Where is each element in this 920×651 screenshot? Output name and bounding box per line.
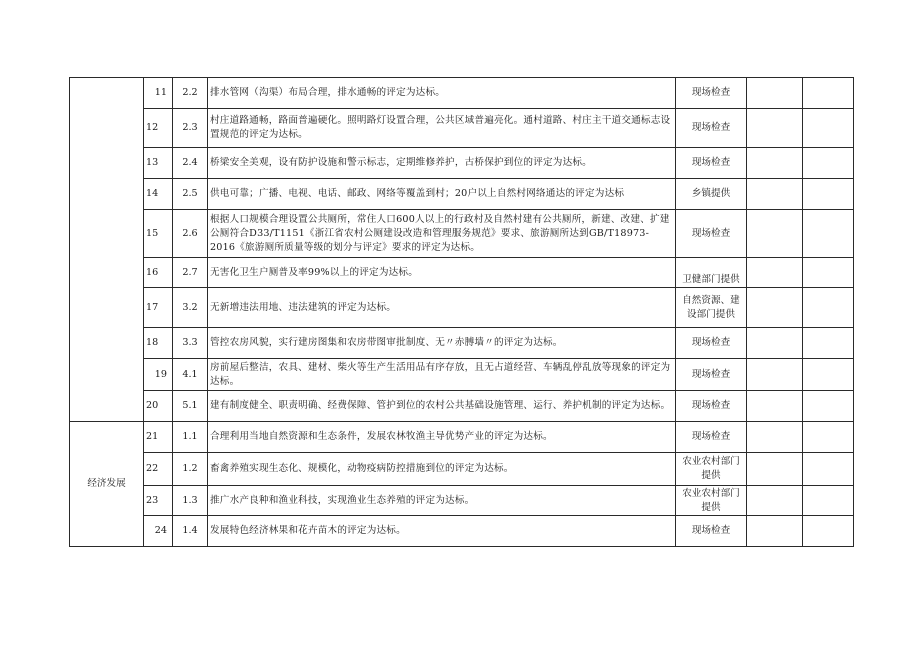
- row-number: 12: [144, 109, 173, 148]
- blank-cell: [803, 210, 854, 258]
- clause-code: 2.2: [173, 78, 208, 109]
- row-number: 19: [144, 359, 173, 391]
- check-method: 自然资源、建设部门提供: [676, 288, 747, 328]
- criterion-text: 建有制度健全、职责明确、经费保障、管护到位的农村公共基础设施管理、运行、养护机制的评定为达标。: [208, 391, 676, 422]
- check-method: 农业农村部门提供: [676, 453, 747, 486]
- clause-code: 5.1: [173, 391, 208, 422]
- clause-code: 1.1: [173, 422, 208, 453]
- standards-table: [69, 77, 854, 547]
- table-row: [70, 210, 854, 258]
- blank-cell: [803, 258, 854, 288]
- row-number: 15: [144, 210, 173, 258]
- clause-code: 1.4: [173, 516, 208, 547]
- clause-code: 2.3: [173, 109, 208, 148]
- table-row: [70, 359, 854, 391]
- clause-code: 1.2: [173, 453, 208, 486]
- row-number: 20: [144, 391, 173, 422]
- row-number: 13: [144, 148, 173, 179]
- criterion-text: 房前屋后整洁，农具、建材、柴火等生产生活用品有序存放，且无占道经营、车辆乱停乱放等现象的评定为达标。: [208, 359, 676, 391]
- check-method: 现场检查: [676, 148, 747, 179]
- table-row: [70, 328, 854, 359]
- table-row: [70, 422, 854, 453]
- criterion-text: 排水管网（沟渠）布局合理，排水通畅的评定为达标。: [208, 78, 676, 109]
- criterion-text: 发展特色经济林果和花卉苗木的评定为达标。: [208, 516, 676, 547]
- blank-cell: [803, 78, 854, 109]
- blank-cell: [747, 148, 803, 179]
- criterion-text: 根据人口规模合理设置公共厕所，常住人口600人以上的行政村及自然村建有公共厕所，新建、改建、扩建公厕符合D33/T1151《浙江省农村公厕建设改造和管理服务规范》要求、旅游厕所达到GB/T18973-2016《旅游厕所质量等级的划分与评定》要求的评定为达标。: [208, 210, 676, 258]
- check-method: 现场检查: [676, 391, 747, 422]
- table-row: [70, 288, 854, 328]
- criterion-text: 畜禽养殖实现生态化、规模化，动物疫病防控措施到位的评定为达标。: [208, 453, 676, 486]
- clause-code: 4.1: [173, 359, 208, 391]
- table-row: [70, 486, 854, 516]
- check-method: 乡镇提供: [676, 179, 747, 210]
- criterion-text: 推广水产良种和渔业科技，实现渔业生态养殖的评定为达标。: [208, 486, 676, 516]
- blank-cell: [747, 422, 803, 453]
- table-row: [70, 453, 854, 486]
- criterion-text: 桥梁安全美观，设有防护设施和警示标志，定期维修养护，古桥保护到位的评定为达标。: [208, 148, 676, 179]
- blank-cell: [747, 288, 803, 328]
- blank-cell: [803, 516, 854, 547]
- criterion-text: 无新增违法用地、违法建筑的评定为达标。: [208, 288, 676, 328]
- clause-code: 2.4: [173, 148, 208, 179]
- blank-cell: [747, 109, 803, 148]
- clause-code: 1.3: [173, 486, 208, 516]
- table-row: [70, 148, 854, 179]
- criterion-text: 供电可靠；广播、电视、电话、邮政、网络等覆盖到村；20户以上自然村网络通达的评定为达标: [208, 179, 676, 210]
- blank-cell: [747, 359, 803, 391]
- clause-code: 2.7: [173, 258, 208, 288]
- blank-cell: [803, 179, 854, 210]
- table-row: [70, 516, 854, 547]
- table-row: [70, 78, 854, 109]
- row-number: 11: [144, 78, 173, 109]
- clause-code: 3.2: [173, 288, 208, 328]
- blank-cell: [747, 516, 803, 547]
- table-row: [70, 391, 854, 422]
- blank-cell: [803, 288, 854, 328]
- blank-cell: [803, 422, 854, 453]
- blank-cell: [803, 359, 854, 391]
- check-method: 现场检查: [676, 78, 747, 109]
- criterion-text: 管控农房风貌，实行建房图集和农房带图审批制度、无〃赤膊墙〃的评定为达标。: [208, 328, 676, 359]
- check-method: 卫健部门提供: [676, 258, 747, 288]
- criterion-text: 合理利用当地自然资源和生态条件，发展农林牧渔主导优势产业的评定为达标。: [208, 422, 676, 453]
- category-cell: 经济发展: [70, 422, 144, 547]
- criterion-text: 无害化卫生户厕普及率99%以上的评定为达标。: [208, 258, 676, 288]
- blank-cell: [803, 391, 854, 422]
- blank-cell: [803, 328, 854, 359]
- row-number: 22: [144, 453, 173, 486]
- blank-cell: [747, 78, 803, 109]
- category-cell: [70, 78, 144, 422]
- clause-code: 2.5: [173, 179, 208, 210]
- row-number: 14: [144, 179, 173, 210]
- check-method: 现场检查: [676, 359, 747, 391]
- check-method: 现场检查: [676, 516, 747, 547]
- blank-cell: [747, 328, 803, 359]
- row-number: 23: [144, 486, 173, 516]
- row-number: 16: [144, 258, 173, 288]
- blank-cell: [803, 486, 854, 516]
- blank-cell: [747, 258, 803, 288]
- row-number: 17: [144, 288, 173, 328]
- blank-cell: [803, 148, 854, 179]
- check-method: 现场检查: [676, 109, 747, 148]
- criterion-text: 村庄道路通畅，路面普遍硬化。照明路灯设置合理，公共区域普遍亮化。通村道路、村庄主干道交通标志设置规范的评定为达标。: [208, 109, 676, 148]
- blank-cell: [803, 109, 854, 148]
- blank-cell: [747, 486, 803, 516]
- blank-cell: [747, 391, 803, 422]
- check-method: 现场检查: [676, 328, 747, 359]
- check-method: 现场检查: [676, 422, 747, 453]
- table-row: [70, 109, 854, 148]
- row-number: 18: [144, 328, 173, 359]
- clause-code: 3.3: [173, 328, 208, 359]
- row-number: 21: [144, 422, 173, 453]
- clause-code: 2.6: [173, 210, 208, 258]
- row-number: 24: [144, 516, 173, 547]
- check-method: 现场检查: [676, 210, 747, 258]
- blank-cell: [747, 179, 803, 210]
- blank-cell: [747, 210, 803, 258]
- table-row: [70, 179, 854, 210]
- table-row: [70, 258, 854, 288]
- blank-cell: [747, 453, 803, 486]
- blank-cell: [803, 453, 854, 486]
- check-method: 农业农村部门提供: [676, 486, 747, 516]
